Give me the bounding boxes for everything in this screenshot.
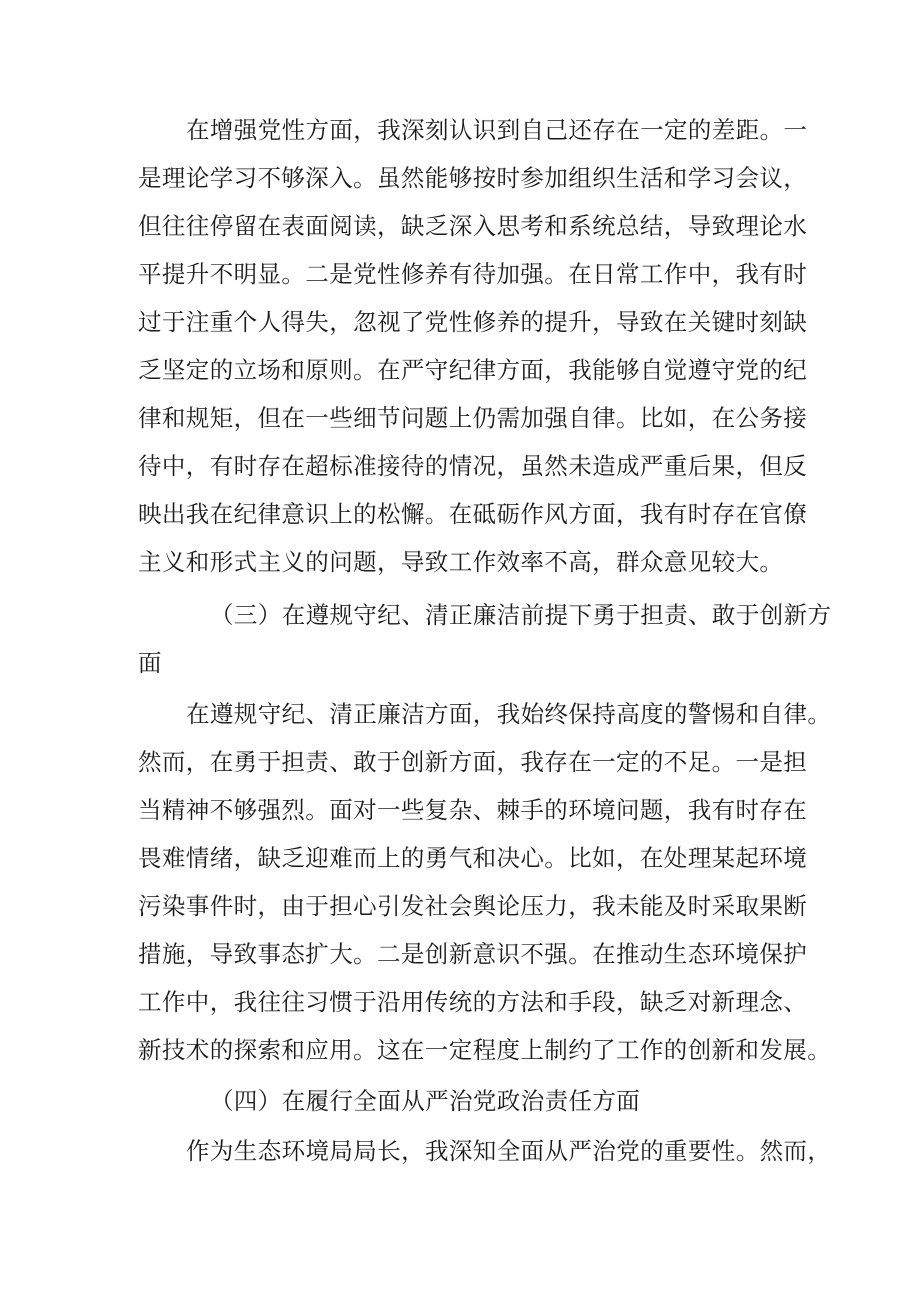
- text-line: 畏难情绪，缺乏迎难而上的勇气和决心。比如，在处理某起环境: [138, 844, 808, 872]
- text-line: 然而，在勇于担责、敢于创新方面，我存在一定的不足。一是担: [138, 748, 808, 776]
- text-line: 措施，导致事态扩大。二是创新意识不强。在推动生态环境保护: [138, 940, 808, 968]
- text-line: 映出我在纪律意识上的松懈。在砥砺作风方面，我有时存在官僚: [138, 500, 808, 528]
- text-line: 乏坚定的立场和原则。在严守纪律方面，我能够自觉遵守党的纪: [138, 356, 808, 384]
- text-line: 待中，有时存在超标准接待的情况，虽然未造成严重后果，但反: [138, 452, 808, 480]
- text-line: 新技术的探索和应用。这在一定程度上制约了工作的创新和发展。: [138, 1036, 832, 1064]
- text-line: 在增强党性方面，我深刻认识到自己还存在一定的差距。一: [186, 116, 808, 144]
- text-line: 是理论学习不够深入。虽然能够按时参加组织生活和学习会议，: [138, 164, 808, 192]
- section-heading-4: （四）在履行全面从严治党政治责任方面: [210, 1087, 641, 1115]
- text-line: 主义和形式主义的问题，导致工作效率不高，群众意见较大。: [138, 548, 784, 576]
- text-line: 但往往停留在表面阅读，缺乏深入思考和系统总结，导致理论水: [138, 212, 808, 240]
- text-line: 平提升不明显。二是党性修养有待加强。在日常工作中，我有时: [138, 260, 808, 288]
- text-line: 当精神不够强烈。面对一些复杂、棘手的环境问题，我有时存在: [138, 796, 808, 824]
- text-line: 工作中，我往往习惯于沿用传统的方法和手段，缺乏对新理念、: [138, 988, 808, 1016]
- text-line: 过于注重个人得失，忽视了党性修养的提升，导致在关键时刻缺: [138, 308, 808, 336]
- section-heading-3: （三）在遵规守纪、清正廉洁前提下勇于担责、敢于创新方: [210, 601, 832, 629]
- text-line: 律和规矩，但在一些细节问题上仍需加强自律。比如，在公务接: [138, 404, 808, 432]
- section-heading-3-cont: 面: [138, 649, 162, 677]
- text-line: 作为生态环境局局长，我深知全面从严治党的重要性。然而，: [186, 1137, 832, 1165]
- text-line: 在遵规守纪、清正廉洁方面，我始终保持高度的警惕和自律。: [186, 700, 832, 728]
- text-line: 污染事件时，由于担心引发社会舆论压力，我未能及时采取果断: [138, 892, 808, 920]
